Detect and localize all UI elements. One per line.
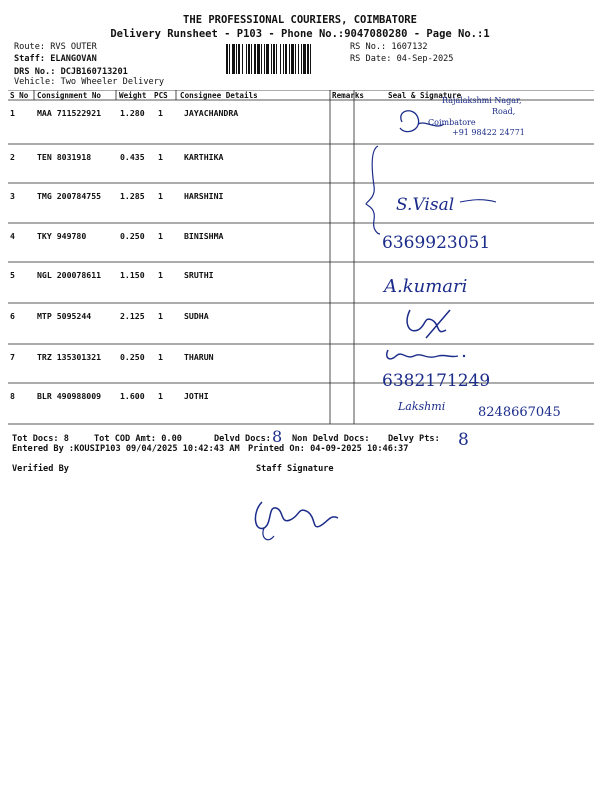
row-sno: 1 (10, 108, 15, 118)
rs-date: RS Date: 04-Sep-2025 (350, 54, 454, 64)
row-weight: 1.280 (120, 108, 145, 118)
row-pcs: 1 (158, 270, 163, 280)
row-weight: 1.600 (120, 391, 145, 401)
row-sno: 3 (10, 191, 15, 201)
row-weight: 1.150 (120, 270, 145, 280)
barcode-bar (229, 44, 230, 74)
row-consignee: HARSHINI (184, 191, 224, 201)
barcode-bar (301, 44, 302, 74)
stamp-line-1: Rajalakshmi Nagar, (442, 96, 522, 105)
svg-text:8: 8 (458, 430, 469, 450)
barcode-bar (295, 44, 296, 74)
delivered-docs-label: Delvd Docs: (214, 434, 271, 444)
row-pcs: 1 (158, 108, 163, 118)
col-header-weight: Weight (119, 91, 147, 100)
bracket-mark (360, 142, 390, 236)
row-consignment-no: NGL 200078611 (37, 270, 102, 280)
staff-label: Staff: ELANGOVAN (14, 54, 97, 64)
col-header-seal-signature: Seal & Signature (388, 91, 462, 100)
row-weight: 1.285 (120, 191, 145, 201)
col-header-consignee: Consignee Details (180, 91, 258, 100)
svg-text:6382171249: 6382171249 (382, 371, 491, 391)
barcode-bar (273, 44, 275, 74)
stamp-line-2: Road, (492, 107, 516, 116)
row-sno: 8 (10, 391, 15, 401)
barcode-bar (261, 44, 262, 74)
row-weight: 0.250 (120, 352, 145, 362)
table-row (10, 108, 238, 118)
entered-by: Entered By :KOUSIP103 09/04/2025 10:42:43 AM (12, 444, 240, 454)
barcode-bar (271, 44, 272, 74)
barcode-bar (289, 44, 290, 74)
drs-label: DRS No.: DCJB160713201 (14, 67, 128, 77)
row-consignment-no: MAA 711522921 (37, 108, 102, 118)
svg-text:S.Visal: S.Visal (396, 195, 455, 215)
phone-row-7 (380, 364, 540, 392)
barcode-bar (310, 44, 311, 74)
route-label: Route: RVS OUTER (14, 42, 97, 52)
row-sno: 7 (10, 352, 15, 362)
barcode-bar (226, 44, 228, 74)
barcode (226, 44, 344, 74)
barcode-bar (264, 44, 265, 74)
row-consignment-no: BLR 490988009 (37, 391, 102, 401)
delivery-points-label: Delvy Pts: (388, 434, 440, 444)
runsheet-subtitle: Delivery Runsheet - P103 - Phone No.:9047080280 - Page No.:1 (110, 28, 490, 40)
stamp-line-4: +91 98422 24771 (452, 128, 525, 137)
row-sno: 5 (10, 270, 15, 280)
row-consignee: SRUTHI (184, 270, 214, 280)
staff-signature (250, 482, 360, 552)
phone-row-4 (380, 226, 530, 256)
barcode-bar (251, 44, 252, 74)
barcode-bar (307, 44, 309, 74)
total-cod-amount: Tot COD Amt: 0.00 (94, 434, 182, 444)
row-pcs: 1 (158, 352, 163, 362)
barcode-bar (257, 44, 260, 74)
row-consignment-no: MTP 5095244 (37, 311, 92, 321)
col-header-consignment: Consignment No (37, 91, 102, 100)
row-consignment-no: TKY 949780 (37, 231, 87, 241)
row-pcs: 1 (158, 191, 163, 201)
row-consignee: SUDHA (184, 311, 209, 321)
svg-text:8: 8 (272, 427, 283, 446)
col-header-pcs: PCS (154, 91, 168, 100)
row-weight: 0.435 (120, 152, 145, 162)
non-delivered-docs-label: Non Delvd Docs: (292, 434, 370, 444)
table-row (10, 391, 209, 401)
signature-row-6 (396, 300, 466, 346)
svg-text:8248667045: 8248667045 (478, 405, 561, 420)
row-pcs: 1 (158, 391, 163, 401)
row-consignment-no: TRZ 135301321 (37, 352, 102, 362)
row-pcs: 1 (158, 152, 163, 162)
row-consignee: THARUN (184, 352, 214, 362)
barcode-bar (246, 44, 247, 74)
row-weight: 0.250 (120, 231, 145, 241)
svg-text:6369923051: 6369923051 (382, 233, 491, 253)
barcode-bar (232, 44, 235, 74)
svg-text:A.kumari: A.kumari (384, 276, 468, 297)
signature-row-8 (396, 392, 586, 422)
barcode-bar (236, 44, 237, 74)
row-sno: 2 (10, 152, 15, 162)
vehicle-label: Vehicle: Two Wheeler Delivery (14, 77, 165, 87)
barcode-bar (266, 44, 269, 74)
printed-on: Printed On: 04-09-2025 10:46:37 (248, 444, 409, 454)
rs-number: RS No.: 1607132 (350, 42, 428, 52)
barcode-bar (291, 44, 294, 74)
barcode-bar (276, 44, 277, 74)
row-weight: 2.125 (120, 311, 145, 321)
table-row (10, 270, 214, 280)
signature-row-3 (390, 188, 510, 218)
barcode-bar (298, 44, 299, 74)
total-docs: Tot Docs: 8 (12, 434, 69, 444)
stamp-line-3: Coimbatore (428, 118, 476, 127)
signature-row-5 (380, 268, 530, 302)
row-consignee: KARTHIKA (184, 152, 224, 162)
row-sno: 6 (10, 311, 15, 321)
table-row (10, 191, 224, 201)
table-row (10, 152, 224, 162)
table-row (10, 231, 224, 241)
col-header-sno: S No (10, 91, 29, 100)
table-row (10, 311, 209, 321)
verified-by-label: Verified By (12, 464, 69, 474)
delivery-points-handwritten (456, 428, 476, 450)
barcode-bar (280, 44, 281, 74)
row-sno: 4 (10, 231, 15, 241)
barcode-bar (254, 44, 256, 74)
delivered-docs-handwritten (270, 426, 290, 446)
row-consignee: JAYACHANDRA (184, 108, 239, 118)
row-consignment-no: TEN 8031918 (37, 152, 92, 162)
table-row (10, 352, 214, 362)
barcode-bar (238, 44, 240, 74)
row-consignee: JOTHI (184, 391, 209, 401)
company-title: THE PROFESSIONAL COURIERS, COIMBATORE (183, 14, 417, 26)
row-consignee: BINISHMA (184, 231, 224, 241)
barcode-bar (303, 44, 306, 74)
row-pcs: 1 (158, 231, 163, 241)
staff-signature-label: Staff Signature (256, 464, 334, 474)
barcode-bar (248, 44, 250, 74)
row-pcs: 1 (158, 311, 163, 321)
col-header-remarks: Remarks (332, 91, 365, 100)
svg-text:Lakshmi: Lakshmi (398, 400, 446, 413)
barcode-bar (285, 44, 287, 74)
barcode-bar (242, 44, 243, 74)
office-stamp (392, 94, 552, 146)
barcode-bar (283, 44, 284, 74)
row-consignment-no: TMG 200784755 (37, 191, 102, 201)
